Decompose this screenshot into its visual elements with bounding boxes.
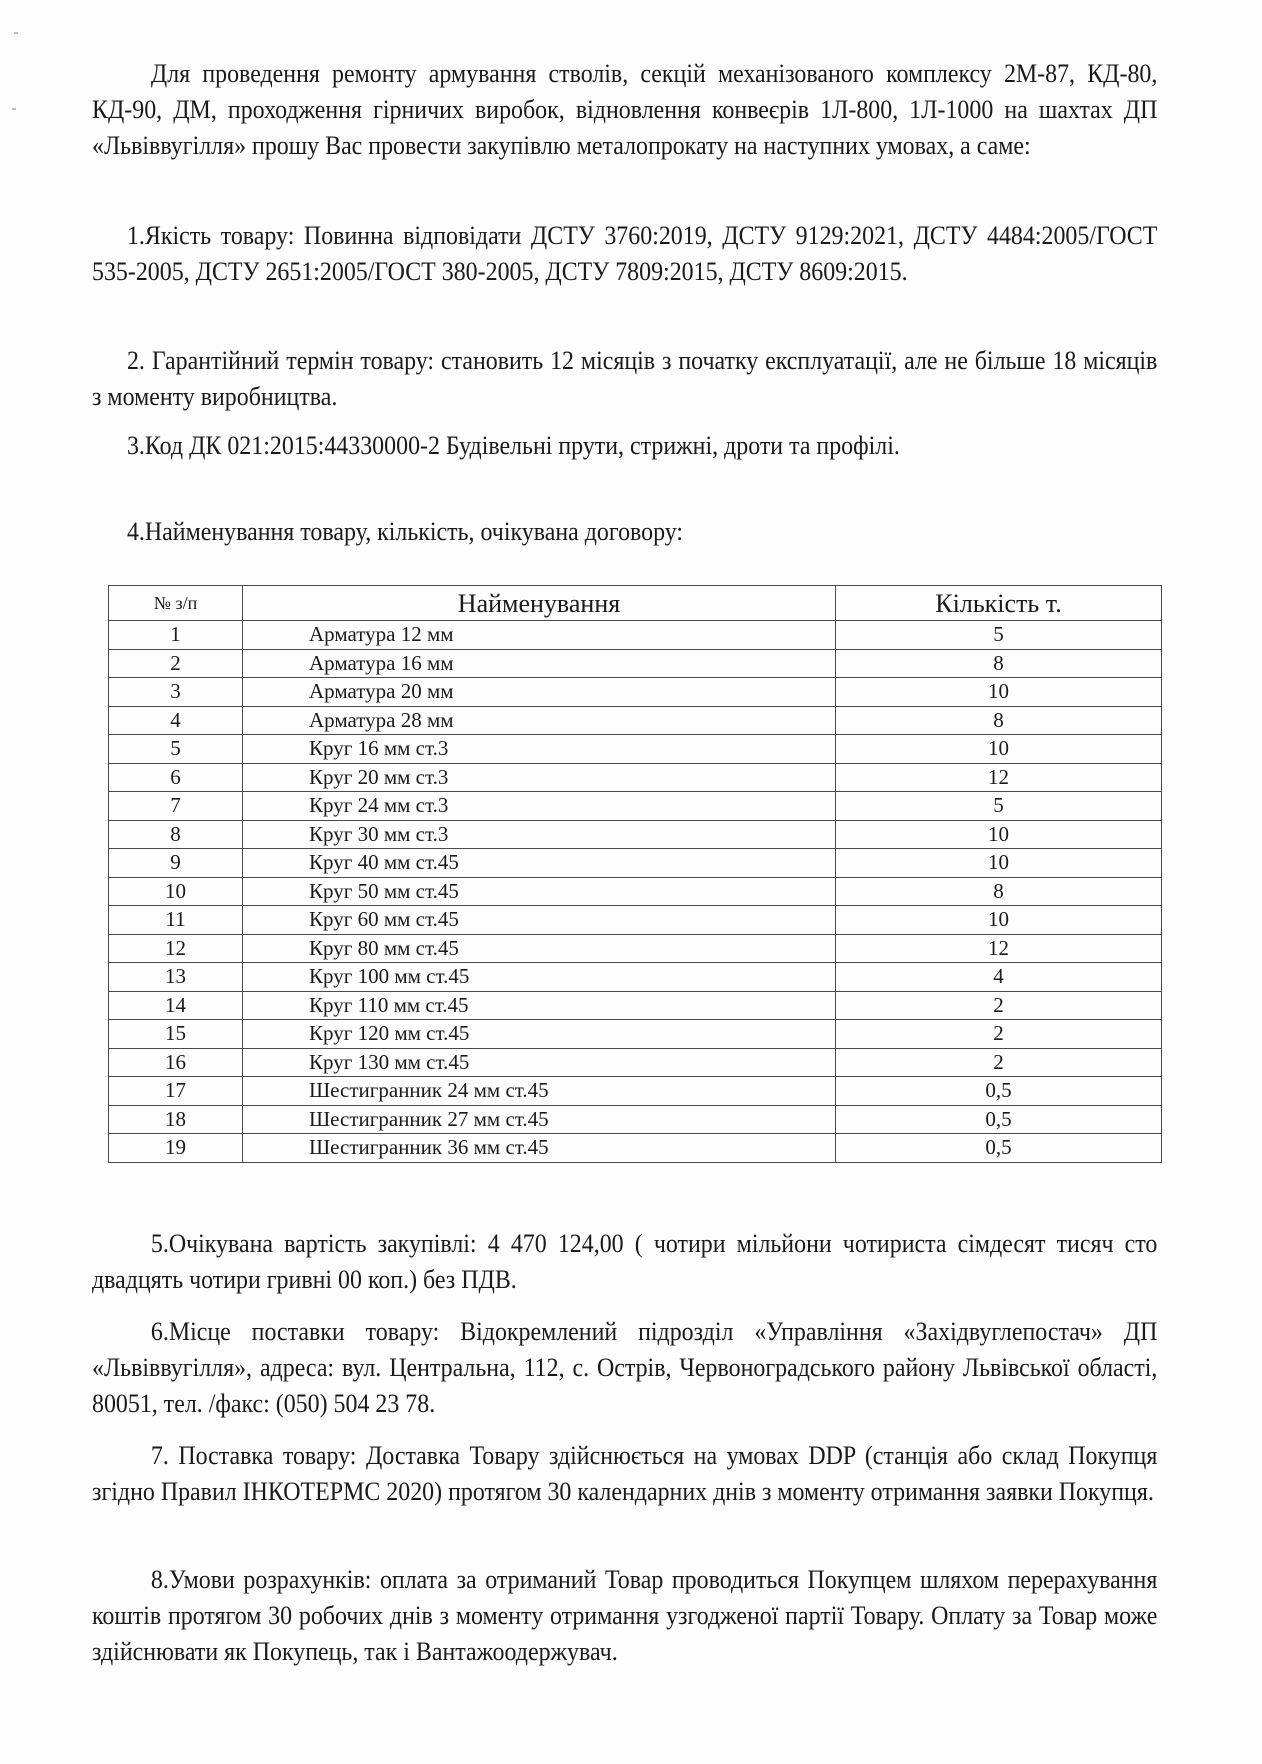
row-name: Круг 60 мм ст.45 <box>243 906 836 935</box>
row-name: Шестигранник 27 мм ст.45 <box>243 1105 836 1134</box>
row-name: Шестигранник 36 мм ст.45 <box>243 1134 836 1163</box>
row-no: 3 <box>109 678 243 707</box>
row-name: Арматура 16 мм <box>243 649 836 678</box>
row-name: Круг 40 мм ст.45 <box>243 849 836 878</box>
row-qty: 2 <box>836 1020 1162 1049</box>
row-no: 1 <box>109 621 243 650</box>
row-no: 13 <box>109 963 243 992</box>
header-qty: Кількість т. <box>836 586 1162 621</box>
table-row <box>109 735 1162 764</box>
row-no: 4 <box>109 706 243 735</box>
row-no: 7 <box>109 792 243 821</box>
row-qty: 10 <box>836 820 1162 849</box>
header-name: Найменування <box>243 586 836 621</box>
delivery-section: 7. Поставка товару: Доставка Товару здійснюється на умовах DDP (станція або склад Покупця згідно Правил ІНКОТЕРМС 2020) протягом 30 календарних днів з моменту отримання заявки Покупця. <box>92 1441 1158 1506</box>
row-qty: 0,5 <box>836 1134 1162 1163</box>
row-name: Круг 80 мм ст.45 <box>243 934 836 963</box>
table-row <box>109 906 1162 935</box>
table-row <box>109 1134 1162 1163</box>
row-name: Круг 100 мм ст.45 <box>243 963 836 992</box>
row-qty: 8 <box>836 877 1162 906</box>
table-row <box>109 792 1162 821</box>
row-no: 8 <box>109 820 243 849</box>
header-no: № з/п <box>109 586 243 621</box>
row-no: 16 <box>109 1048 243 1077</box>
row-name: Круг 50 мм ст.45 <box>243 877 836 906</box>
row-qty: 2 <box>836 991 1162 1020</box>
row-qty: 8 <box>836 649 1162 678</box>
code-section: 3.Код ДК 021:2015:44330000-2 Будівельні прути, стрижні, дроти та профілі. <box>126 431 900 460</box>
table-row <box>109 934 1162 963</box>
row-no: 9 <box>109 849 243 878</box>
row-name: Круг 24 мм ст.3 <box>243 792 836 821</box>
row-qty: 0,5 <box>836 1105 1162 1134</box>
row-qty: 0,5 <box>836 1077 1162 1106</box>
table-row <box>109 877 1162 906</box>
row-name: Арматура 28 мм <box>243 706 836 735</box>
row-no: 18 <box>109 1105 243 1134</box>
table-row <box>109 963 1162 992</box>
table-row <box>109 678 1162 707</box>
items-table <box>108 585 1162 1163</box>
row-name: Круг 16 мм ст.3 <box>243 735 836 764</box>
table-row <box>109 649 1162 678</box>
cost-section: 5.Очікувана вартість закупівлі: 4 470 124,00 ( чотири мільйони чотириста сімдесят тисяч сто двадцять чотири гривні 00 коп.) без ПДВ. <box>92 1229 1158 1294</box>
row-qty: 12 <box>836 763 1162 792</box>
table-header-row <box>109 586 1162 621</box>
intro-paragraph: Для проведення ремонту армування стволів, секцій механізованого комплексу 2М-87, КД-80, КД-90, ДМ, проходження гірничих виробок, відновлення конвеєрів 1Л-800, 1Л-1000 на шахтах ДП «Львіввугілля» прошу Вас провести закупівлю металопрокату на наступних умовах, а саме: <box>92 59 1158 160</box>
row-no: 11 <box>109 906 243 935</box>
row-qty: 5 <box>836 621 1162 650</box>
place-section: 6.Місце поставки товару: Відокремлений підрозділ «Управління «Західвуглепостач» ДП «Львіввугілля», адреса: вул. Центральна, 112, с. Острів, Червоноградського району Львівської області, 80051, тел. /факс: (050) 504 23 78. <box>92 1317 1158 1418</box>
scan-artifact <box>12 108 16 110</box>
table-row <box>109 1077 1162 1106</box>
row-qty: 10 <box>836 735 1162 764</box>
row-name: Круг 30 мм ст.3 <box>243 820 836 849</box>
table-row <box>109 1020 1162 1049</box>
quality-section: 1.Якість товару: Повинна відповідати ДСТУ 3760:2019, ДСТУ 9129:2021, ДСТУ 4484:2005/ГОСТ 535-2005, ДСТУ 2651:2005/ГОСТ 380-2005, ДСТУ 7809:2015, ДСТУ 8609:2015. <box>92 221 1158 286</box>
row-name: Круг 120 мм ст.45 <box>243 1020 836 1049</box>
row-name: Круг 130 мм ст.45 <box>243 1048 836 1077</box>
table-row <box>109 991 1162 1020</box>
row-qty: 10 <box>836 678 1162 707</box>
table-row <box>109 763 1162 792</box>
row-no: 2 <box>109 649 243 678</box>
table-row <box>109 820 1162 849</box>
row-qty: 8 <box>836 706 1162 735</box>
row-qty: 2 <box>836 1048 1162 1077</box>
row-no: 12 <box>109 934 243 963</box>
row-no: 19 <box>109 1134 243 1163</box>
row-name: Арматура 20 мм <box>243 678 836 707</box>
table-row <box>109 1105 1162 1134</box>
row-qty: 10 <box>836 906 1162 935</box>
row-name: Круг 110 мм ст.45 <box>243 991 836 1020</box>
row-qty: 12 <box>836 934 1162 963</box>
table-row <box>109 706 1162 735</box>
row-name: Арматура 12 мм <box>243 621 836 650</box>
row-no: 15 <box>109 1020 243 1049</box>
row-qty: 5 <box>836 792 1162 821</box>
items-title: 4.Найменування товару, кількість, очікувана договору: <box>126 517 684 546</box>
row-name: Круг 20 мм ст.3 <box>243 763 836 792</box>
row-no: 17 <box>109 1077 243 1106</box>
scan-artifact <box>14 32 18 34</box>
row-no: 14 <box>109 991 243 1020</box>
table-row <box>109 621 1162 650</box>
row-no: 10 <box>109 877 243 906</box>
table-row <box>109 1048 1162 1077</box>
payment-section: 8.Умови розрахунків: оплата за отриманий Товар проводиться Покупцем шляхом перерахування коштів протягом 30 робочих днів з моменту отримання узгодженої партії Товару. Оплату за Товар може здійснювати як Покупець, так і Вантажоодержувач. <box>92 1565 1158 1666</box>
row-qty: 10 <box>836 849 1162 878</box>
row-name: Шестигранник 24 мм ст.45 <box>243 1077 836 1106</box>
table-row <box>109 849 1162 878</box>
warranty-section: 2. Гарантійний термін товару: становить 12 місяців з початку експлуатації, але не більше 18 місяців з моменту виробництва. <box>92 346 1158 411</box>
row-no: 5 <box>109 735 243 764</box>
row-qty: 4 <box>836 963 1162 992</box>
row-no: 6 <box>109 763 243 792</box>
